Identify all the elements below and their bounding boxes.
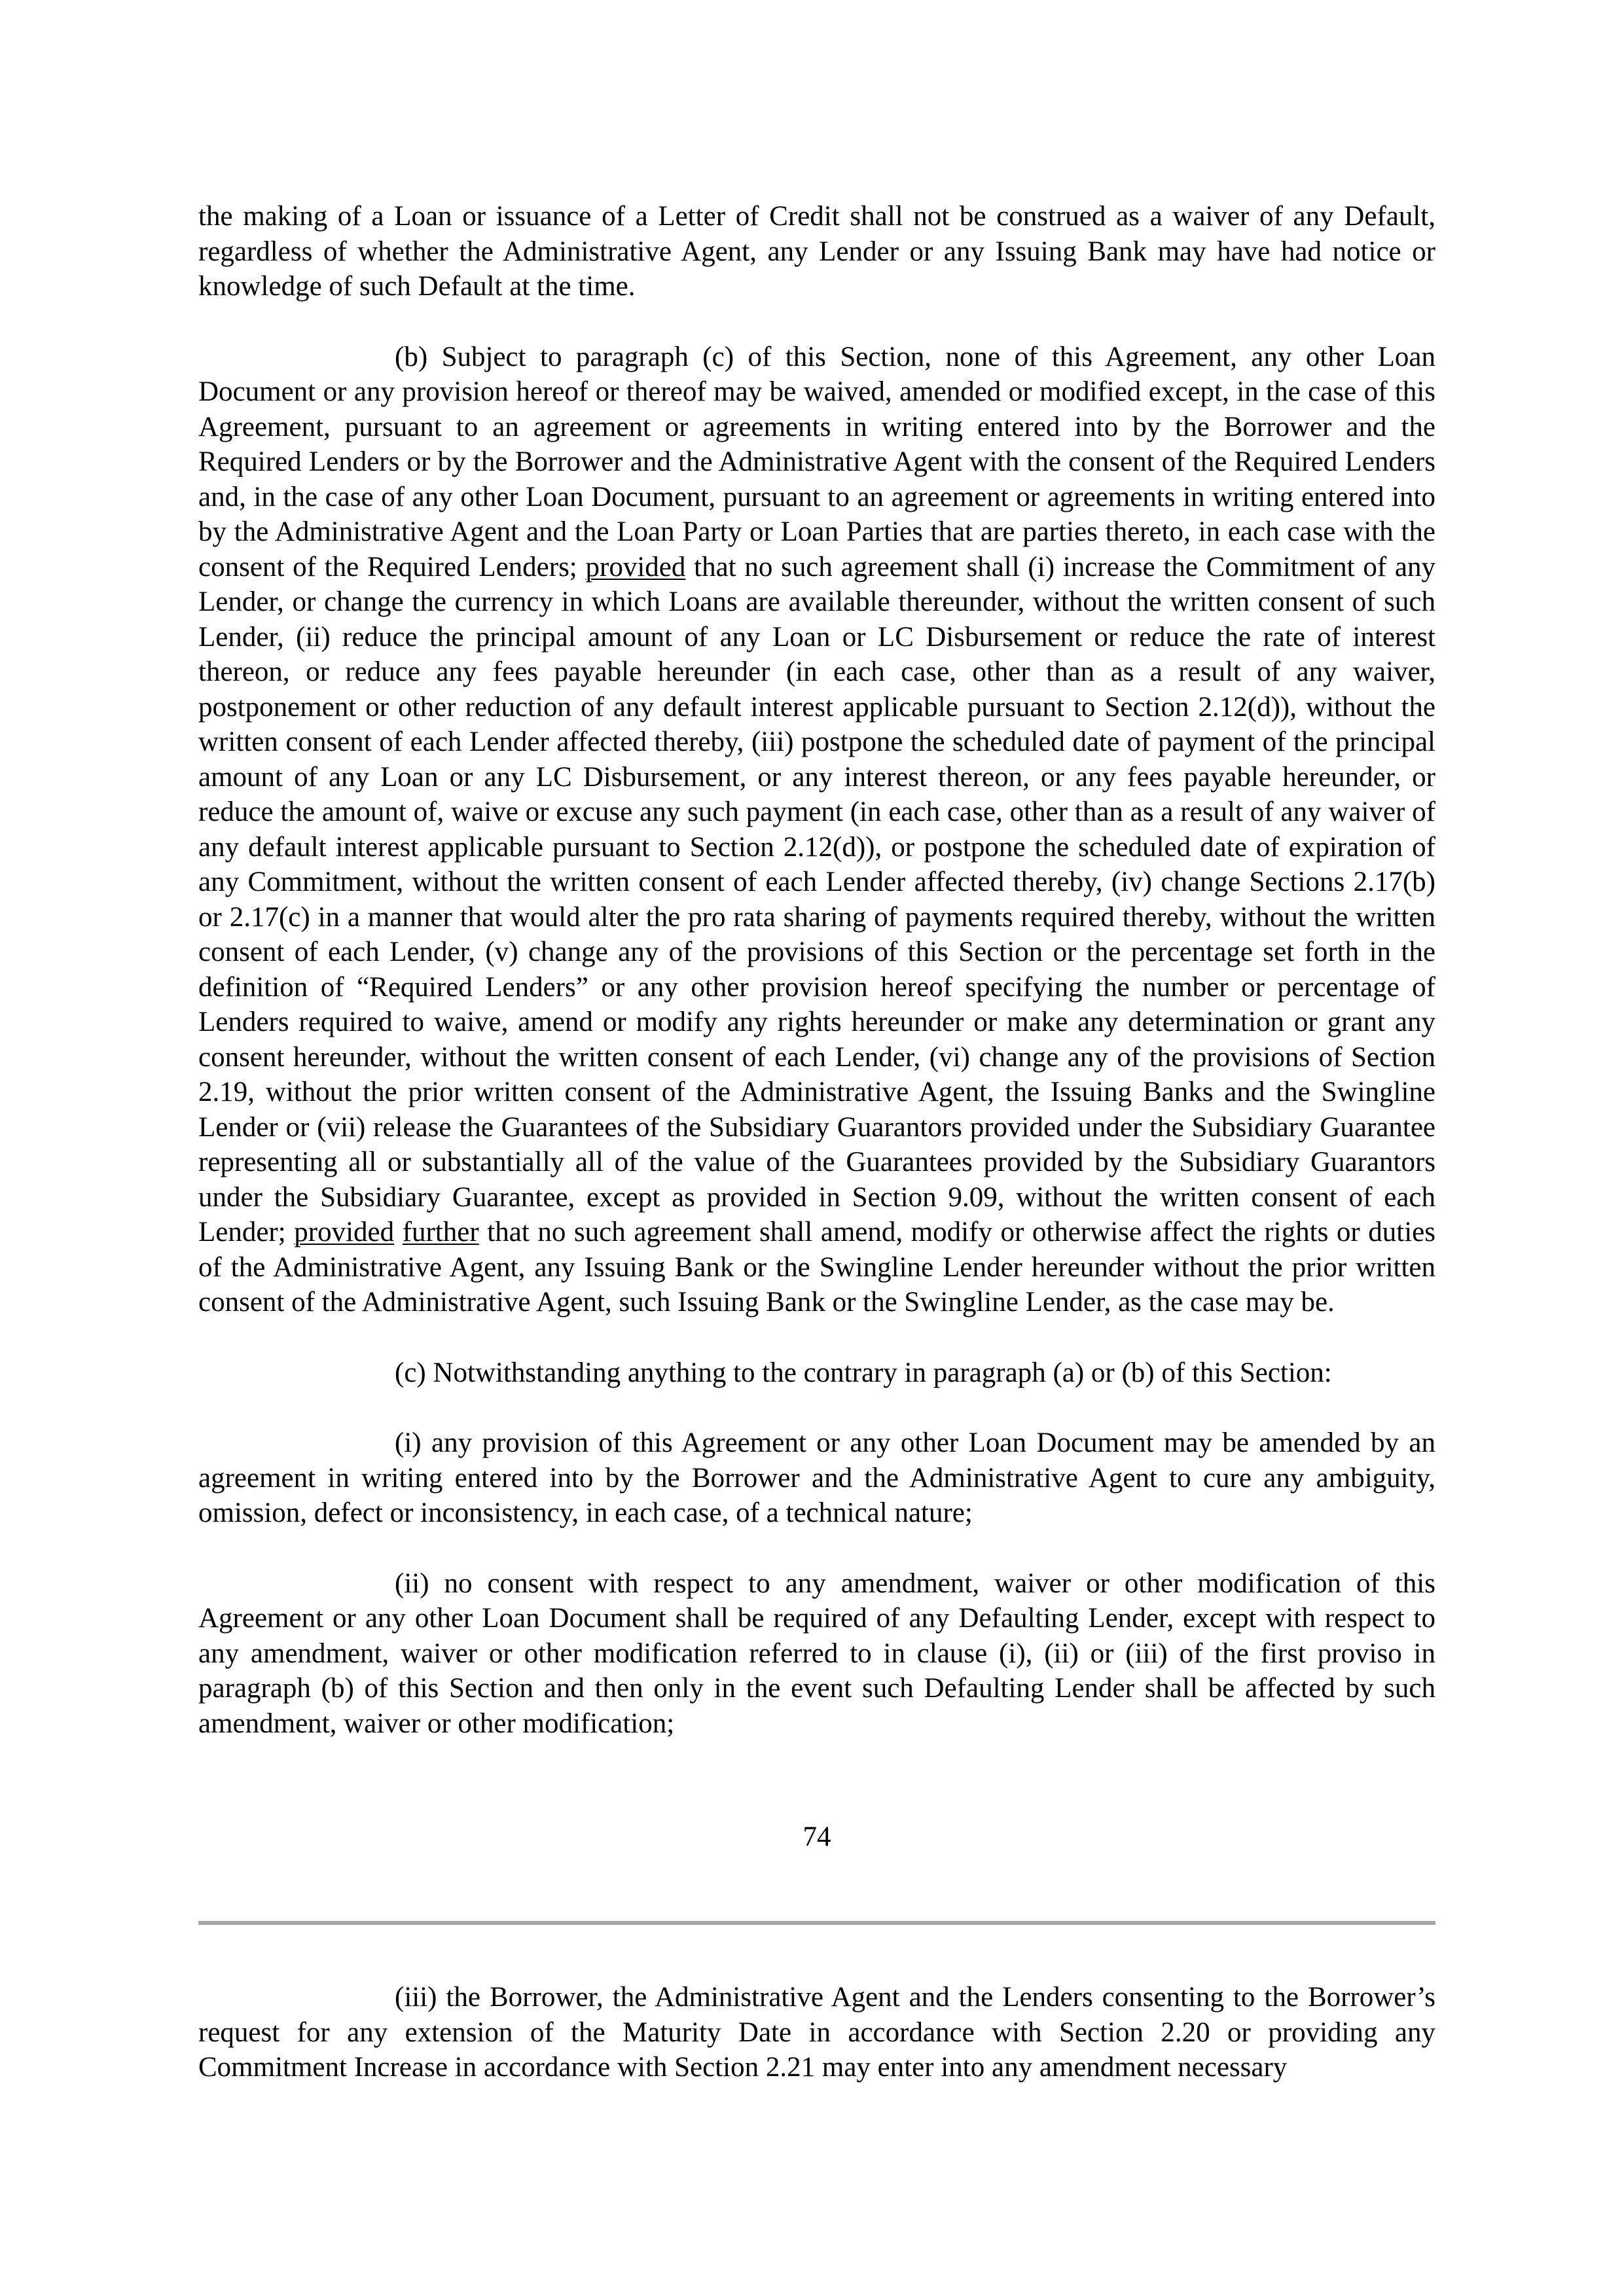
further-term: further bbox=[402, 1217, 479, 1247]
page-number: 74 bbox=[803, 1821, 831, 1852]
paragraph-c-iii: (iii) the Borrower, the Administrative Agent and the Lenders consenting to the Borrower’s request for any extension of the Maturity Date in accordance with Section 2.20 or providing any Commitment Increase in accordance with Section 2.21 may enter into any amendment necessary bbox=[198, 1982, 1435, 2083]
paragraph-c-i: (i) any provision of this Agreement or any other Loan Document may be amended by an agreement in writing entered into by the Borrower and the Administrative Agent to cure any ambiguity, omission, defect or inconsistency, in each case, of a technical nature; bbox=[198, 1427, 1435, 1528]
paragraph-b-text-2: that no such agreement shall (i) increase the Commitment of any Lender, or change the currency in which Loans are available thereunder, without the written consent of such Lender, (ii) reduce the principal amount of any Loan or LC Disbursement or reduce the rate of interest thereon, or reduce any fees payable hereunder (in each case, other than as a result of any waiver, postponement or other reduction of any default interest applicable pursuant to Section 2.12(d)), without the written consent of each Lender affected thereby, (iii) postpone the scheduled date of payment of the principal amount of any Loan or any LC Disbursement, or any interest thereon, or any fees payable hereunder, or reduce the amount of, waive or excuse any such payment (in each case, other than as a result of any waiver of any default interest applicable pursuant to Section 2.12(d)), or postpone the scheduled date of expiration of any Commitment, without the written consent of each Lender affected thereby, (iv) change Sections 2.17(b) or 2.17(c) in a manner that would alter the pro rata sharing of payments required thereby, without the written consent of each Lender, (v) change any of the provisions of this Section or the percentage set forth in the definition of “Required Lenders” or any other provision hereof specifying the number or percentage of Lenders required to waive, amend or modify any rights hereunder or make any determination or grant any consent hereunder, without the written consent of each Lender, (vi) change any of the provisions of Section 2.19, without the prior written consent of the Administrative Agent, the Issuing Banks and the Swingline Lender or (vii) release the Guarantees of the Subsidiary Guarantors provided under the Subsidiary Guarantee representing all or substantially all of the value of the Guarantees provided by the Subsidiary Guarantors under the Subsidiary Guarantee, except as provided in Section 9.09, without the written consent of each Lender; bbox=[198, 551, 1435, 1247]
paragraph-b bbox=[198, 340, 1435, 1320]
next-page bbox=[198, 1980, 1435, 2085]
document-page bbox=[198, 199, 1435, 1776]
paragraph-intro: the making of a Loan or issuance of a Letter of Credit shall not be construed as a waiver of any Default, regardless of whether the Administrative Agent, any Lender or any Issuing Bank may have had notice or knowledge of such Default at the time. bbox=[198, 201, 1435, 302]
provided-term-2: provided bbox=[294, 1217, 395, 1247]
paragraph-c: (c) Notwithstanding anything to the contrary in paragraph (a) or (b) of this Section: bbox=[395, 1357, 1332, 1388]
paragraph-b-text-3: that no such agreement shall amend, modify or otherwise affect the rights or duties of the Administrative Agent, any Issuing Bank or the Swingline Lender hereunder without the prior written consent of the Administrative Agent, such Issuing Bank or the Swingline Lender, as the case may be. bbox=[198, 1217, 1435, 1318]
page-separator bbox=[198, 1921, 1435, 1925]
paragraph-b-text-1: (b) Subject to paragraph (c) of this Section, none of this Agreement, any other Loan Document or any provision hereof or thereof may be waived, amended or modified except, in the case of this Agreement, pursuant to an agreement or agreements in writing entered into by the Borrower and the Required Lenders or by the Borrower and the Administrative Agent with the consent of the Required Lenders and, in the case of any other Loan Document, pursuant to an agreement or agreements in writing entered into by the Administrative Agent and the Loan Party or Loan Parties that are parties thereto, in each case with the consent of the Required Lenders; bbox=[198, 341, 1435, 583]
paragraph-c-ii: (ii) no consent with respect to any amendment, waiver or other modification of this Agreement or any other Loan Document shall be required of any Defaulting Lender, except with respect to any amendment, waiver or other modification referred to in clause (i), (ii) or (iii) of the first proviso in paragraph (b) of this Section and then only in the event such Defaulting Lender shall be affected by such amendment, waiver or other modification; bbox=[198, 1568, 1435, 1739]
provided-term: provided bbox=[585, 551, 686, 583]
